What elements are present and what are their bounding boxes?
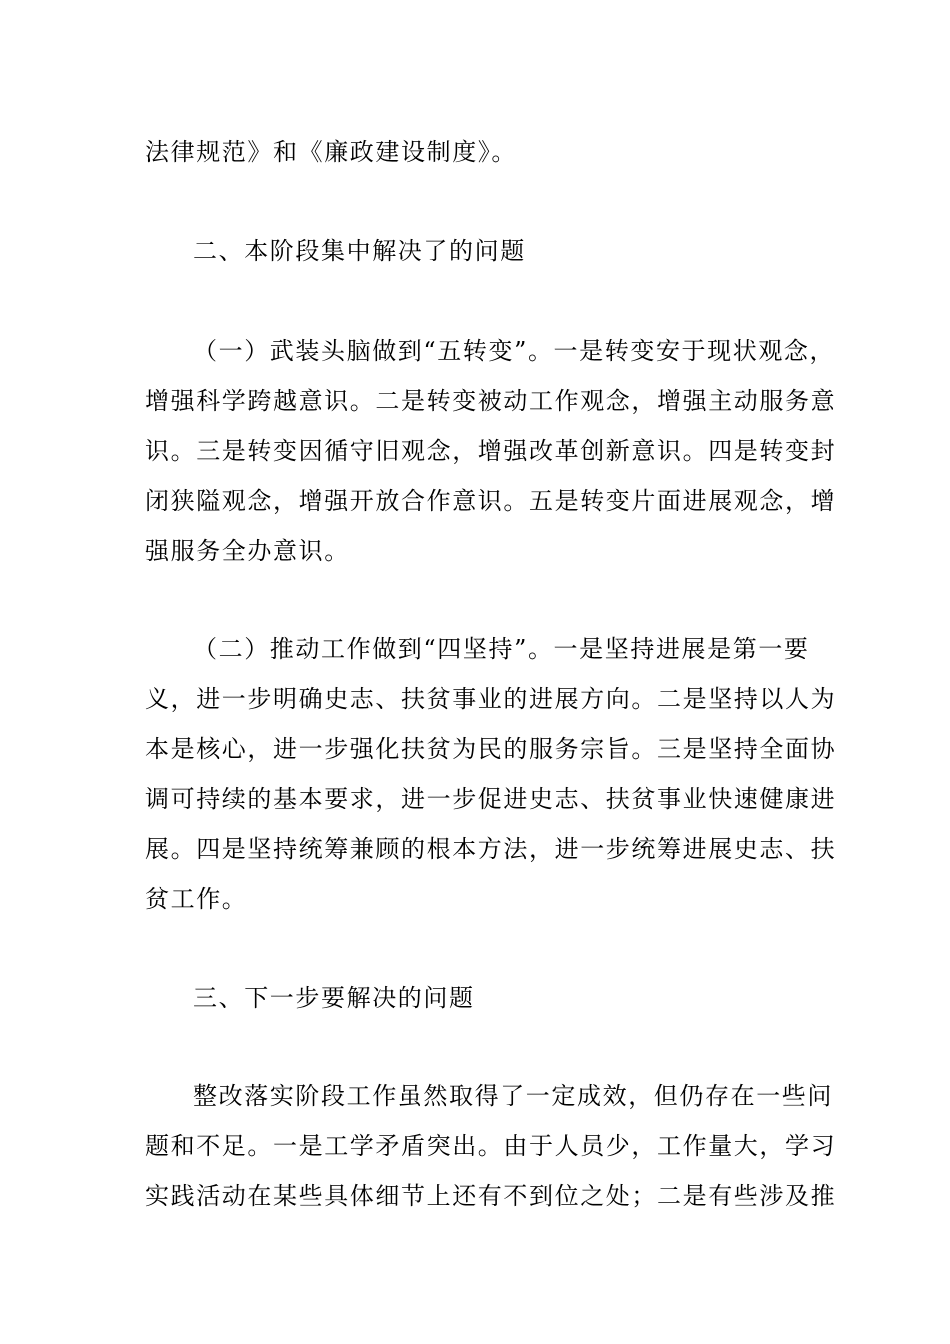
paragraph-line: （一）武装头脑做到“五转变”。一是转变安于现状观念， — [193, 337, 836, 365]
paragraph-line: 法律规范》和《廉政建设制度》。 — [145, 138, 517, 166]
paragraph-line: 强服务全办意识。 — [145, 537, 350, 565]
paragraph-line: 题和不足。一是工学矛盾突出。由于人员少，工作量大，学习 — [145, 1132, 837, 1160]
paragraph-line: 增强科学跨越意识。二是转变被动工作观念，增强主动服务意 — [145, 387, 837, 415]
paragraph-line: 闭狭隘观念，增强开放合作意识。五是转变片面进展观念，增 — [145, 487, 837, 515]
section-heading: 二、本阶段集中解决了的问题 — [193, 237, 526, 265]
paragraph-line: 识。三是转变因循守旧观念，增强改革创新意识。四是转变封 — [145, 437, 837, 465]
paragraph-line: 义，进一步明确史志、扶贫事业的进展方向。二是坚持以人为 — [145, 685, 837, 713]
paragraph-line: 实践活动在某些具体细节上还有不到位之处；二是有些涉及推 — [145, 1182, 837, 1210]
paragraph-line: 调可持续的基本要求，进一步促进史志、扶贫事业快速健康进 — [145, 785, 837, 813]
paragraph-line: （二）推动工作做到“四坚持”。一是坚持进展是第一要 — [193, 635, 810, 663]
paragraph-line: 展。四是坚持统筹兼顾的根本方法，进一步统筹进展史志、扶 — [145, 835, 837, 863]
paragraph-line: 贫工作。 — [145, 885, 248, 913]
section-heading: 三、下一步要解决的问题 — [193, 984, 475, 1012]
paragraph-line: 整改落实阶段工作虽然取得了一定成效，但仍存在一些问 — [193, 1082, 833, 1110]
paragraph-line: 本是核心，进一步强化扶贫为民的服务宗旨。三是坚持全面协 — [145, 735, 837, 763]
